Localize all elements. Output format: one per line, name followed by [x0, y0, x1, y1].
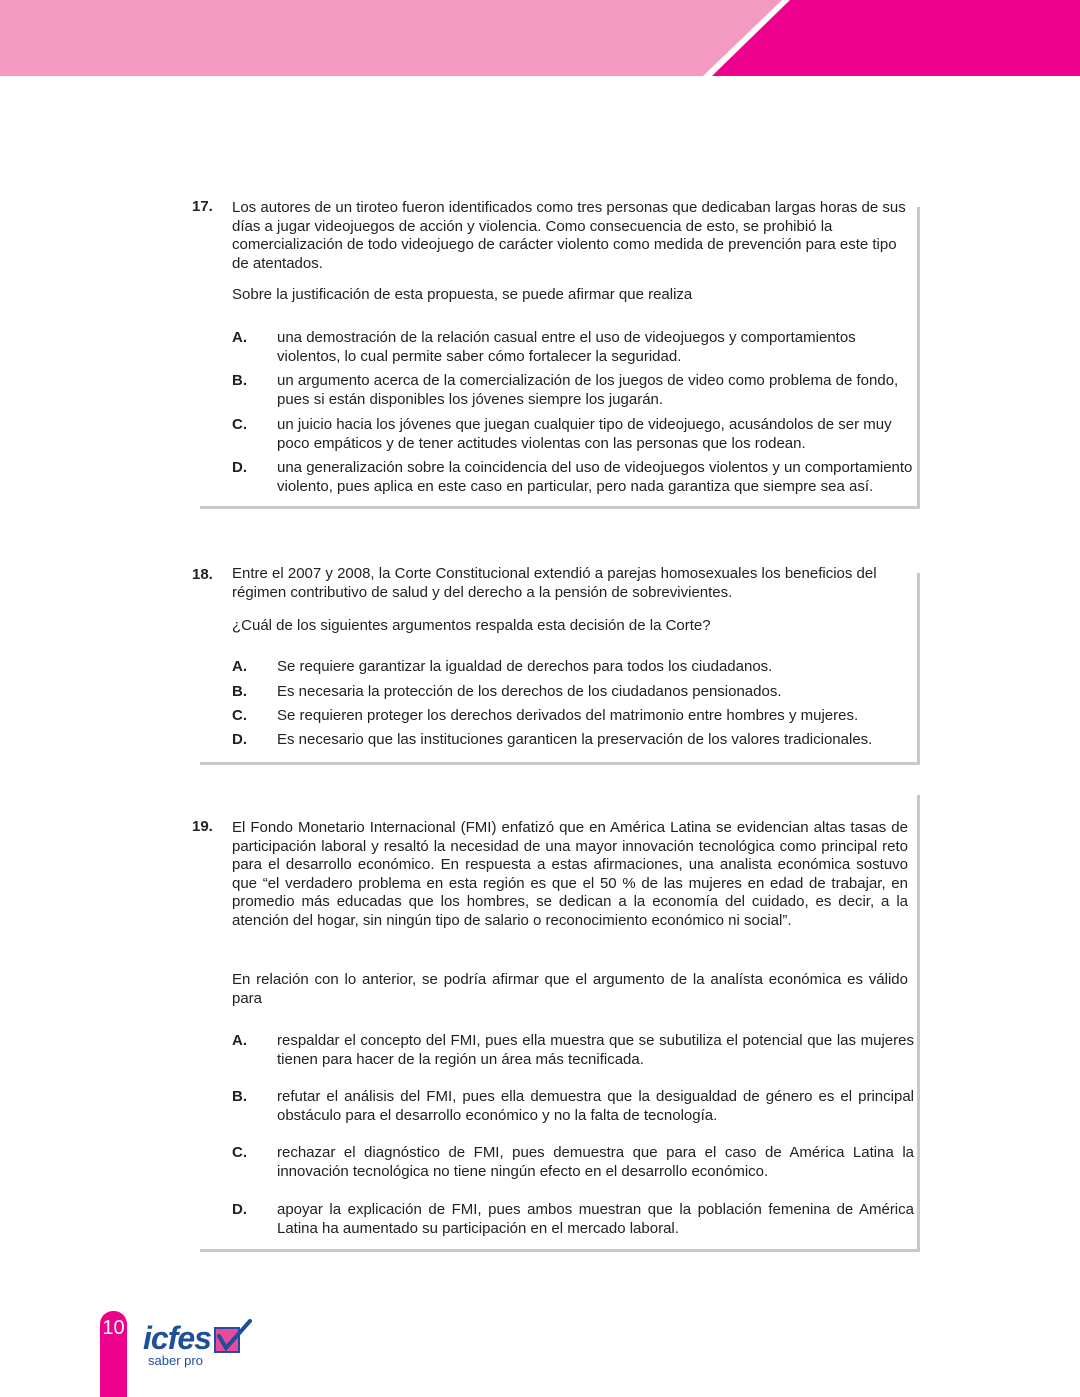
icfes-logo [143, 1318, 253, 1367]
option-a[interactable] [232, 329, 914, 366]
question-stem: El Fondo Monetario Internacional (FMI) enfatizó que en América Latina se evidencian altas tasas de participación laboral y resaltó la necesidad de una mayor innovación tecnológica como principal reto para el desarrollo económico. En respuesta a estas afirmaciones, una analista económica sostuvo que “el verdadero problema en esta región es que el 50 % de las mujeres en edad de trabajar, en promedio más educadas que los hombres, se dedican a la economía del cuidado, es decir, a la atención del hogar, sin ningún tipo de salario o reconocimiento económico ni social”. [232, 819, 908, 929]
option-text: Es necesario que las instituciones garanticen la preservación de los valores tradicionales. [277, 731, 873, 748]
question-prompt: En relación con lo anterior, se podría afirmar que el argumento de la analísta económica es válido para [232, 971, 908, 1007]
option-b[interactable] [232, 683, 914, 702]
question-stem: Los autores de un tiroteo fueron identificados como tres personas que dedicaban largas horas de sus días a jugar videojuegos de acción y violencia. Como consecuencia de esto, se prohibió la comercialización de todo videojuego de carácter violento como medida de prevención para este tipo de atentados. [232, 199, 906, 272]
question-number: 17. [192, 198, 213, 215]
option-c[interactable] [232, 416, 914, 453]
option-a[interactable] [232, 1032, 914, 1069]
question-number: 18. [192, 566, 213, 583]
option-c[interactable] [232, 707, 914, 726]
option-letter: C. [232, 1144, 247, 1161]
logo-word: icfes [143, 1320, 211, 1356]
option-letter: D. [232, 1201, 247, 1218]
option-letter: B. [232, 1088, 247, 1105]
option-letter: C. [232, 416, 247, 433]
option-text: rechazar el diagnóstico de FMI, pues demuestra que para el caso de América Latina la innovación tecnológica no tiene ningún efecto en el desarrollo económico. [277, 1144, 914, 1180]
option-text: respaldar el concepto del FMI, pues ella muestra que se subutiliza el potencial que las mujeres tienen para hacer de la región un área más tecnificada. [277, 1032, 914, 1068]
question-prompt: ¿Cuál de los siguientes argumentos respalda esta decisión de la Corte? [232, 617, 711, 634]
option-text: una generalización sobre la coincidencia del uso de videojuegos violentos y un comportamiento violento, pues aplica en este caso en particular, pero nada garantiza que siempre sea así. [277, 459, 913, 495]
option-d[interactable] [232, 1201, 914, 1238]
checkmark-icon [213, 1318, 253, 1354]
option-text: un argumento acerca de la comercialización de los juegos de video como problema de fondo, pues si están disponibles los jóvenes siempre los jugarán. [277, 372, 899, 408]
box-border-right [917, 795, 920, 1252]
box-border-bottom [200, 1249, 920, 1252]
option-b[interactable] [232, 1088, 914, 1125]
option-text: Es necesaria la protección de los derechos de los ciudadanos pensionados. [277, 683, 782, 700]
option-a[interactable] [232, 658, 914, 677]
logo-subtitle: saber pro [148, 1353, 203, 1368]
box-border-right [917, 207, 920, 509]
question-stem: Entre el 2007 y 2008, la Corte Constitucional extendió a parejas homosexuales los beneficios del régimen contributivo de salud y del derecho a la pensión de sobrevivientes. [232, 565, 877, 601]
option-letter: A. [232, 658, 247, 675]
box-border-right [917, 573, 920, 765]
option-letter: B. [232, 372, 247, 389]
box-border-bottom [200, 506, 920, 509]
option-text: una demostración de la relación casual entre el uso de videojuegos y comportamientos violentos, lo cual permite saber cómo fortalecer la seguridad. [277, 329, 856, 365]
question-prompt: Sobre la justificación de esta propuesta, se puede afirmar que realiza [232, 286, 693, 303]
option-text: apoyar la explicación de FMI, pues ambos muestran que la población femenina de América Latina ha aumentado su participación en el mercado laboral. [277, 1201, 914, 1237]
option-letter: D. [232, 459, 247, 476]
question-number: 19. [192, 818, 213, 835]
option-letter: D. [232, 731, 247, 748]
option-c[interactable] [232, 1144, 914, 1181]
option-letter: A. [232, 1032, 247, 1049]
box-border-bottom [200, 762, 920, 765]
option-d[interactable] [232, 459, 914, 496]
header-banner [0, 0, 1080, 76]
option-b[interactable] [232, 372, 914, 409]
option-text: refutar el análisis del FMI, pues ella demuestra que la desigualdad de género es el principal obstáculo para el desarrollo económico y no la falta de tecnología. [277, 1088, 914, 1124]
option-letter: B. [232, 683, 247, 700]
option-letter: C. [232, 707, 247, 724]
option-text: Se requiere garantizar la igualdad de derechos para todos los ciudadanos. [277, 658, 773, 675]
option-d[interactable] [232, 731, 914, 750]
option-text: Se requieren proteger los derechos derivados del matrimonio entre hombres y mujeres. [277, 707, 859, 724]
page-number: 10 [100, 1311, 127, 1397]
option-text: un juicio hacia los jóvenes que juegan cualquier tipo de videojuego, acusándolos de ser muy poco empáticos y de tener actitudes violentas con las personas que los rodean. [277, 416, 892, 452]
option-letter: A. [232, 329, 247, 346]
